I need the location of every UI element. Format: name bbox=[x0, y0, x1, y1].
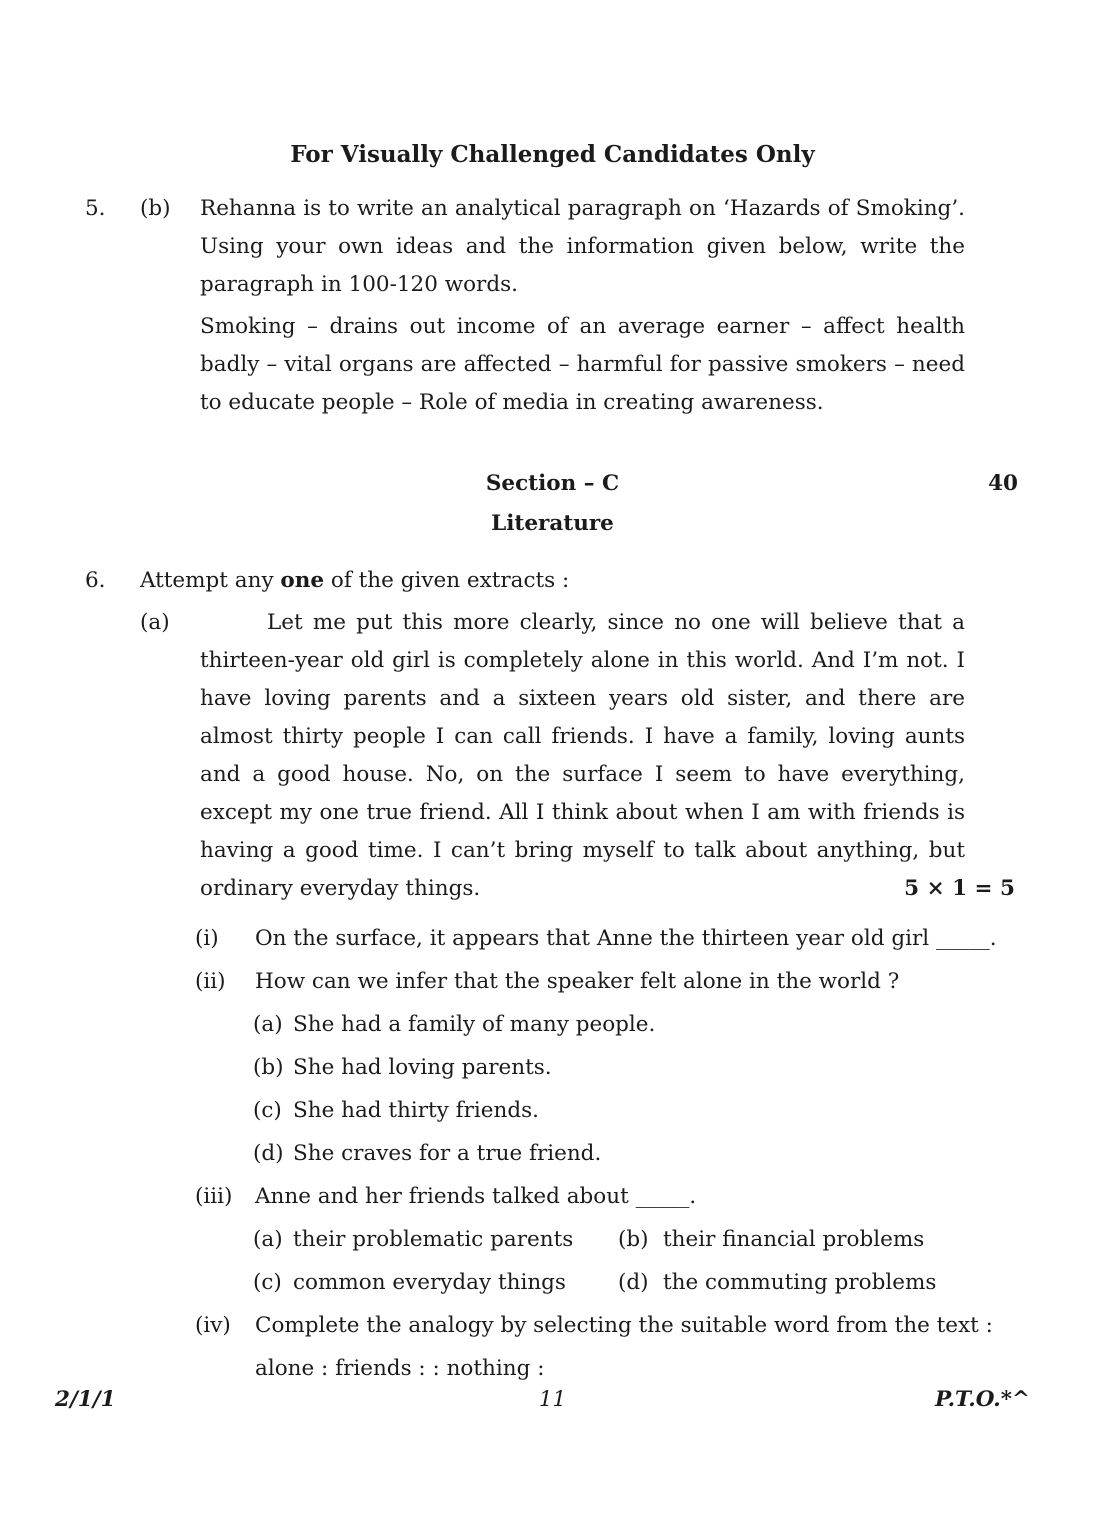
option-d-text: She craves for a true friend. bbox=[293, 1141, 602, 1166]
option-b-label: (b) bbox=[253, 1055, 284, 1080]
question-i-label: (i) bbox=[195, 926, 219, 951]
option-a-label: (a) bbox=[253, 1227, 283, 1252]
question-ii-option-d bbox=[253, 1133, 1020, 1175]
question-iv-text: Complete the analogy by selecting the suitable word from the text : bbox=[255, 1313, 993, 1338]
extract-body bbox=[200, 604, 1020, 908]
option-a-label: (a) bbox=[253, 1012, 283, 1037]
question-6-number: 6. bbox=[85, 568, 106, 593]
question-ii-text: How can we infer that the speaker felt alone in the world ? bbox=[255, 969, 900, 994]
question-5-cues: Smoking – drains out income of an average earner – affect health badly – vital organs are affected – harmful for passive smokers – need to educate people – Role of media in creating awareness. bbox=[200, 314, 965, 415]
option-c-label: (c) bbox=[253, 1098, 282, 1123]
page-content bbox=[85, 0, 1020, 1390]
question-5-text: Rehanna is to write an analytical paragraph on ‘Hazards of Smoking’. Using your own ideas and the information given below, write the paragraph in 100-120 words. bbox=[200, 196, 965, 297]
option-b-text: their financial problems bbox=[663, 1227, 925, 1252]
q6-intro-before: Attempt any bbox=[140, 568, 281, 593]
extract-a bbox=[85, 604, 1020, 908]
question-6 bbox=[85, 560, 1020, 602]
option-c-label: (c) bbox=[253, 1270, 282, 1295]
question-ii-option-c bbox=[253, 1090, 1020, 1132]
question-ii-option-a bbox=[253, 1004, 1020, 1046]
extract-label: (a) bbox=[140, 610, 170, 635]
footer-pto: P.T.O.*^ bbox=[934, 1387, 1030, 1412]
section-header bbox=[85, 464, 1020, 544]
section-title: Section – C bbox=[485, 471, 620, 496]
question-iii bbox=[195, 1176, 1020, 1218]
question-iii-label: (iii) bbox=[195, 1184, 233, 1209]
question-5 bbox=[85, 190, 1020, 422]
option-b-label: (b) bbox=[618, 1227, 649, 1252]
question-ii bbox=[195, 961, 1020, 1003]
question-5-number: 5. bbox=[85, 196, 106, 221]
extract-questions bbox=[85, 918, 1020, 1390]
question-iv bbox=[195, 1305, 1020, 1347]
option-b-text: She had loving parents. bbox=[293, 1055, 552, 1080]
question-iii-options-row-2 bbox=[253, 1262, 1020, 1304]
footer-paper-code: 2/1/1 bbox=[55, 1387, 116, 1412]
option-a-text: She had a family of many people. bbox=[293, 1012, 656, 1037]
extract-text: Let me put this more clearly, since no one will believe that a thirteen-year old girl is completely alone in this world. And I’m not. I have loving parents and a sixteen years old sister, and there are almost thirty people I can call friends. I have a family, loving aunts and a good house. No, on the surface I seem to have everything, except my one true friend. All I think about when I am with friends is having a good time. I can’t bring myself to talk about anything, but ordinary everyday things. bbox=[200, 610, 965, 901]
option-d-text: the commuting problems bbox=[663, 1270, 937, 1295]
extract-marks: 5 × 1 = 5 bbox=[904, 876, 1015, 901]
question-5-body bbox=[200, 190, 1020, 422]
question-6-intro bbox=[140, 560, 1020, 602]
option-d-label: (d) bbox=[253, 1141, 284, 1166]
option-a-text: their problematic parents bbox=[293, 1227, 574, 1252]
question-iii-options-row-1 bbox=[253, 1219, 1020, 1261]
page-heading: For Visually Challenged Candidates Only bbox=[290, 141, 815, 168]
question-ii-option-b bbox=[253, 1047, 1020, 1089]
question-i-text: On the surface, it appears that Anne the thirteen year old girl _____. bbox=[255, 926, 997, 951]
section-subtitle: Literature bbox=[491, 511, 614, 536]
question-ii-label: (ii) bbox=[195, 969, 226, 994]
option-d-label: (d) bbox=[618, 1270, 649, 1295]
question-i bbox=[195, 918, 1020, 960]
q6-intro-bold: one bbox=[280, 568, 325, 593]
option-c-text: common everyday things bbox=[293, 1270, 566, 1295]
footer-page-number: 11 bbox=[538, 1387, 567, 1412]
option-c-text: She had thirty friends. bbox=[293, 1098, 539, 1123]
q6-intro-after: of the given extracts : bbox=[324, 568, 570, 593]
question-iv-label: (iv) bbox=[195, 1313, 231, 1338]
question-5-part-label: (b) bbox=[140, 196, 171, 221]
question-iv-analogy: alone : friends : : nothing : bbox=[255, 1356, 545, 1381]
question-iii-text: Anne and her friends talked about _____. bbox=[255, 1184, 697, 1209]
section-marks: 40 bbox=[988, 471, 1018, 496]
